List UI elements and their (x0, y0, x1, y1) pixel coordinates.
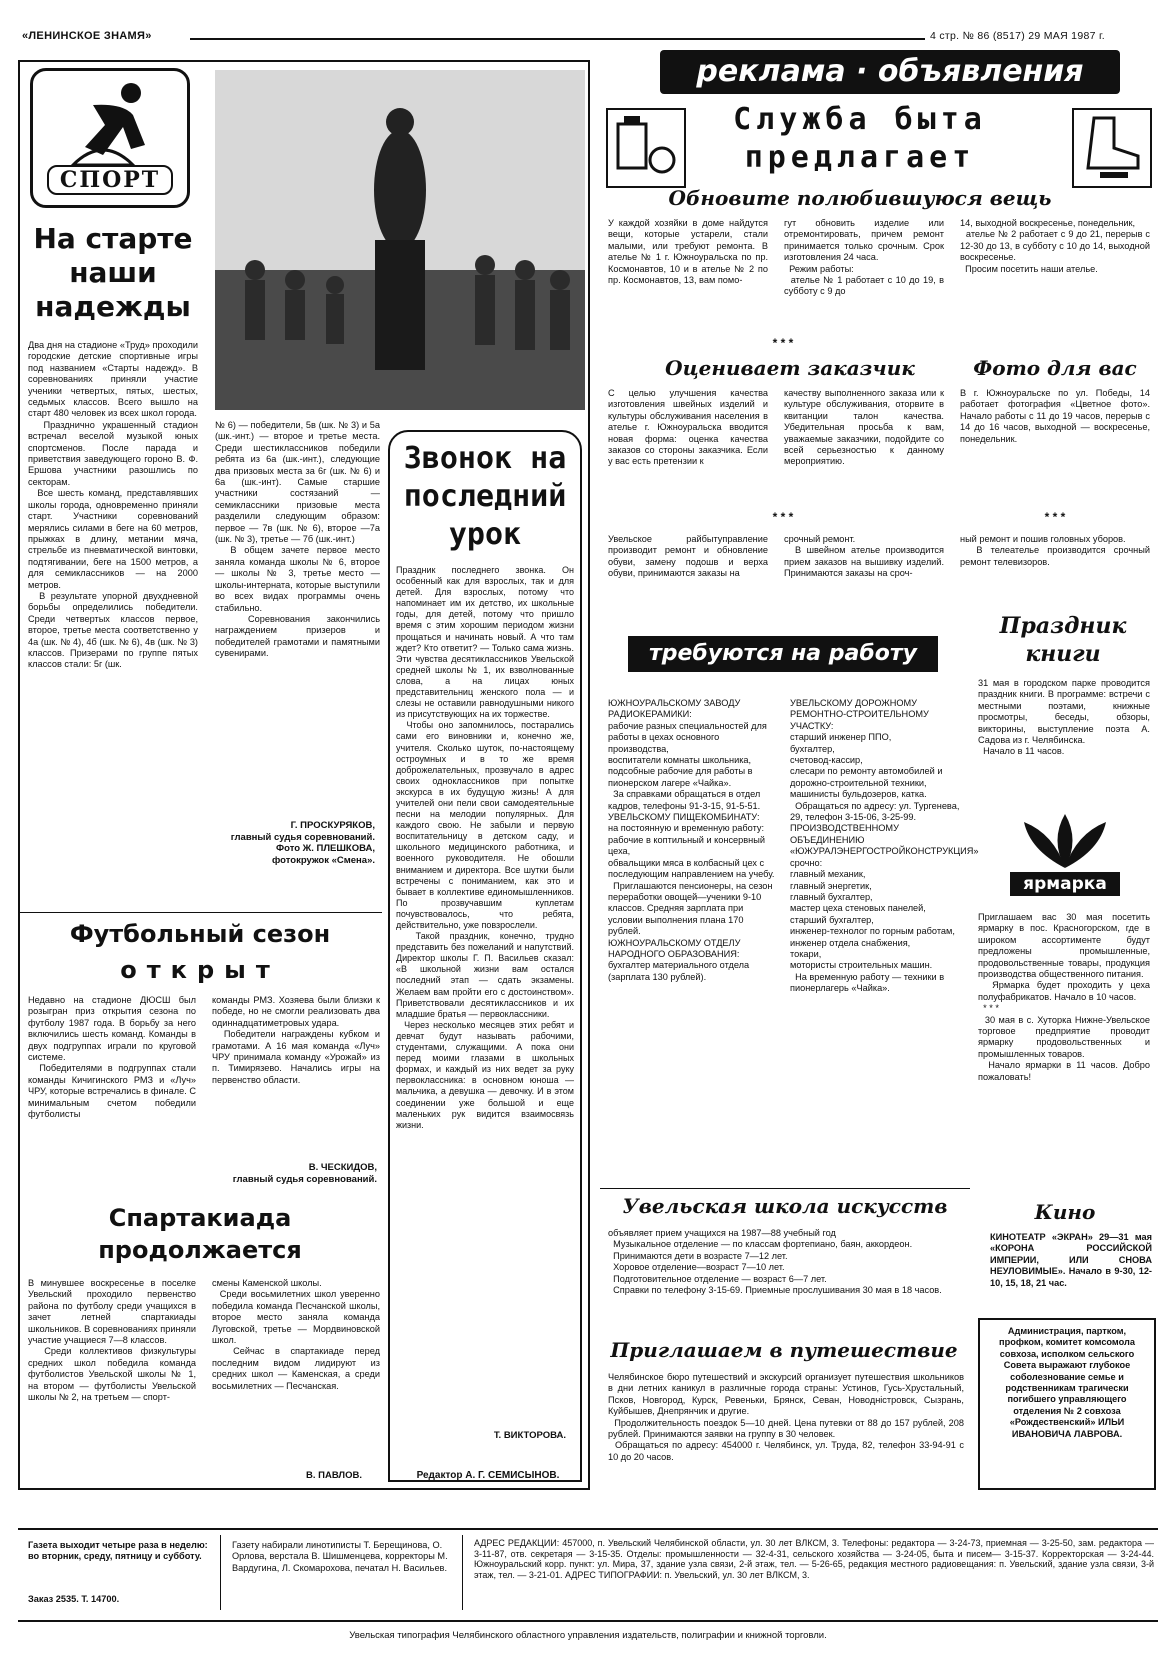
book-title-1: Праздник (999, 613, 1127, 639)
spartakiad-title: Спартакиада продолжается (98, 1204, 302, 1264)
flower-icon (1010, 810, 1120, 870)
article-start-col1: Два дня на стадионе «Труд» проходили городские детские спортивные игры под названием «Старты надежд». В соревнованиях приняли участие ученики четвертых, пятых, шестых, седьмых классов. Всего вышло на старт 480 человек из всех школ города. Празднично украшенный стадион встречал веселой музыкой юных спортсменов. После парада и приветствия заведующего гороно В. Ф. Ершова участники разошлись по секторам. Все шесть команд, представлявших школы города, одновременно приняли старт. Участники соревнований мерялись силами в беге на 60 метров, прыжках в длину, метании мяча, стрельбе из пневматической винтовки, подтягивании, беге на 1500 метров, а для семиклассников — на 2000 метров. В результате упорной двухдневной борьбы определились победители. Среди четвертых классов первое, второе, третье места соответственно у 4а (шк. № 4), 4б (шк. № 6), 4в (шк. № 3) классов. Призерами по группе пятых классов стали: 5г (шк. (28, 340, 199, 670)
photo-title: Фото для вас (973, 356, 1137, 380)
client-col1: С целью улучшения качества изготовления швейных изделий и культуры обслуживания населения в ателье г. Южноуральска вводится новая форма: оценка качества заказов со стороны заказчика. Если у вас есть претензии к (608, 388, 771, 467)
repair-col1: Увельское райбытуправление производит ремонт и обновление обуви, замену подошв и верха обуви, принимаются заказы на (608, 534, 771, 579)
footer-schedule: Газета выходит четыре раза в неделю: во вторник, среду, пятницу и субботу. (28, 1540, 211, 1562)
footer-divider-2 (462, 1535, 463, 1610)
sport-left-border (18, 60, 20, 1488)
newspaper-name: «ЛЕНИНСКОЕ ЗНАМЯ» (22, 30, 152, 42)
boot-icon (1074, 110, 1150, 186)
jobs-col2: УВЕЛЬСКОМУ ДОРОЖНОМУ РЕМОНТНО-СТРОИТЕЛЬНОМУ УЧАСТКУ: старший инженер ППО, бухгалтер, счетовод-кассир, слесари по ремонту автомобилей и дорожно-строительной техники, машинисты бульдозеров, катка. Обращаться по адресу: ул. Тургенева, 29, телефон 3-15-06, 3-25-99. ПРОИЗВОДСТВЕННОМУ ОБЪЕДИНЕНИЮ «ЮЖУРАЛЭНЕРГОСТРОЙКОНСТРУКЦИЯ» срочно: главный механик, главный энергетик, главный бухгалтер, мастер цеха стеновых панелей, старший бухгалтер, инженер-технолог по горным работам, инженер отдела снабжения, токари, мотористы строительных машин. На временную работу — техники в пионерлагерь «Чайка». (790, 698, 979, 994)
article-title-start: На старте наши надежды (33, 222, 193, 323)
football-title-1: Футбольный сезон (69, 920, 331, 948)
arts-text: объявляет прием учащихся на 1987—88 учебный год Музыкальное отделение — по классам фортепиано, баян, аккордеон. Принимаются дети в возрасте 7—12 лет. Хоровое отделение—возраст 7—10 лет. Подготовительное отделение — возраст 6—7 лет. Справки по телефону 3-15-69. Приемные прослушивания 30 мая в 18 часов. (608, 1228, 942, 1296)
book-text: 31 мая в городском парке проводится праздник книги. В программе: встречи с местными поэтами, книжные просмотры, беседы, обзоры, викторины, выступление поэта А. Садова из г. Челябинска. Начало в 11 часов. (978, 678, 1150, 757)
sport-divider-1 (20, 912, 382, 913)
footer-divider-1 (220, 1535, 221, 1610)
repair-col2: срочный ремонт. В швейном ателье производится прием заказов на вышивку изделий. Принимаются заказы на сроч- (784, 534, 945, 579)
football-title-2: открыт (120, 956, 280, 984)
renew-title: Обновите полюбившуюся вещь (668, 186, 1052, 210)
footer-printer: Увельская типография Челябинского областного управления издательств, полиграфии и книжной торговли. (349, 1630, 827, 1641)
footer-order: Заказ 2535. Т. 14700. (28, 1594, 120, 1604)
fair-logo (1010, 810, 1120, 900)
football-sign-author: В. ЧЕСКИДОВ, (308, 1162, 377, 1173)
cinema-title: Кино (1034, 1200, 1096, 1224)
ads-banner: реклама · объявления (660, 50, 1120, 94)
client-title: Оценивает заказчик (665, 356, 915, 380)
footer-address: АДРЕС РЕДАКЦИИ: 457000, п. Увельский Челябинской области, ул. 30 лет ВЛКСМ, 3. Телефоны: редактора — 3-24-73, приемная — 3-25-50, зам. редактора — 3-11-87, отв. секретаря — 3-15-35. Отделы: промышленности — 32-4-31, сельского хозяйства — 3-24-05, быта и писем— 3-15-37. Корректорская — 3-24-44. Южноуральский корр. пункт: ул. Мира, 37, здание узла связи, 2-й этаж, тел. — 5-26-65, редакция местного радиовещания: п. Увельский, здание узла связи, 3-й этаж, тел. — 3-21-01. АДРЕС ТИПОГРАФИИ: п. Увельский, ул. 30 лет ВЛКСМ, 3. (474, 1538, 1157, 1580)
renew-col2: гут обновить изделие или отремонтировать, причем ремонт принимается только срочным. Срок изготовления 24 часа. Режим работы: ателье № 1 работает с 10 до 19, в субботу с 9 до (784, 218, 945, 297)
sport-right-border (588, 60, 590, 1488)
stars-2: * * * (772, 510, 794, 524)
football-col2: команды РМЗ. Хозяева были близки к победе, но не смогли реализовать два одиннадцатиметровых удара. Победители награждены кубком и грамотами. А 16 мая команда «Луч» ЧРУ принимала команду «Урожай» из п. Тимирязево. Начались игры на первенство области. (212, 995, 380, 1085)
football-signature (212, 1162, 377, 1185)
sign-author: Г. ПРОСКУРЯКОВ, (290, 820, 375, 831)
fair-label: ярмарка (1010, 872, 1120, 896)
service-title-2: предлагает (744, 140, 976, 175)
fair-text: Приглашаем вас 30 мая посетить ярмарку в пос. Красногорском, где в широком ассортименте будут предложены промышленные, продовольственные товары, продукция производства общественного питания. Ярмарка будет проходить у цеха полуфабрикатов. Начало в 10 часов. * * * 30 мая в с. Хуторка Нижне-Увельское торговое предприятие проводит ярмарку продовольственных и промышленных товаров. Начало ярмарки в 11 часов. Добро пожаловать! (978, 912, 1151, 1082)
laundry-bottle-icon (608, 110, 684, 186)
cinema-text: КИНОТЕАТР «ЭКРАН» 29—31 мая «КОРОНА РОССИЙСКОЙ ИМПЕРИИ, ИЛИ СНОВА НЕУЛОВИМЫЕ». Начало в 9-30, 12-10, 15, 18, 21 час. (990, 1232, 1155, 1288)
football-sign-role: главный судья соревнований. (232, 1173, 377, 1185)
football-col1: Недавно на стадионе ДЮСШ был розыгран приз открытия сезона по футболу 1987 года. В борьбу за него включились шесть команд. Команды в двух подгруппах играли по круговой системе. Победителями в подгруппах стали команды Кичигинского РМЗ и «Луч» ЧРУ, которые встречались в финале. С минимальным счетом победили футболисты (28, 995, 196, 1120)
stars-3: * * * (1044, 510, 1066, 524)
footer-top-rule (18, 1528, 1158, 1530)
sport-top-border (18, 60, 590, 62)
renew-col3: 14, выходной воскресенье, понедельник, ателье № 2 работает с 9 до 21, перерыв с 12-30 до 13, в субботу с 10 до 14, выходной воскресенье. Просим посетить наши ателье. (960, 218, 1150, 274)
arts-title: Увельская школа искусств (622, 1194, 948, 1218)
service-title-1: Служба быта (733, 102, 987, 137)
book-title-2: книги (1025, 641, 1101, 667)
article-start-col2: № 6) — победители, 5в (шк. № 3) и 5а (шк.-инт.) — второе и третье места. Среди шестиклассников победили ребята из 6а (шк.-инт.), следующие два призовых места за 6г (шк. № 6) и 6а (шк.-инт). Самые старшие участники состязаний — семиклассники призовые места разделили следующим образом: первое — 7в (шк. № 6), второе —7а (шк. № 3), третье — 7б (шк.-инт.) В общем зачете первое место заняла команда школы № 6, второе — школы № 3, третье место — школы-интерната, которые выступили во всех видах программы очень стабильно. Соревнования закончились награждением призеров и победителей грамотами и памятными сувенирами. (215, 420, 380, 659)
sport-bottom-border (18, 1488, 590, 1490)
header-rule (190, 38, 925, 40)
spartakiad-col1: В минувшее воскресенье в поселке Увельский проходило первенство района по футболу среди учащихся в зачет летней спартакиады школьников. В соревнованиях приняли участие учащиеся 7—8 классов. Среди коллективов физкультуры средних школ победила команда футболистов Увельской школы № 1, на втором — футболисты Увельской школы № 2, на третьем — спорт- (28, 1278, 196, 1403)
athletes-photo (215, 70, 585, 410)
bell-text: Праздник последнего звонка. Он особенный как для взрослых, так и для детей. Для взрослых, потому что напоминает им их детство, их школьные годы, для детей, потому что пришло время с этим хорошим периодом жизни прощаться и начинать новый. А что там ждет? Кто ответит? — Только сама жизнь. Эти чувства десятиклассников Увельской средней школы № 1, их взволнованные слова, а на лицах юных представительниц женского пола — и слезы не оставили равнодушными никого из присутствующих на их торжестве. Чтобы оно запомнилось, постарались сами его виновники и, конечно же, учителя. Сколько шуток, по-настоящему остроумных и в то же время доброжелательных, прозвучало в адрес своих одноклассников при попытке экскурса в их будущую жизнь! А для учителей они пели свои самодеятельные песни на мелодии популярных. Для каждого свою. Не забыли и первую воспитательницу в детском саду, и школьного медицинского работника, и военного руководителя. Не обошли вниманием и директора. Все шутки были встречены с пониманием, как это и бывает в коллективе единомышленников. По прозвучавшим куплетам почувствовалось, что ребята, действительно, уже повзрослели. Такой праздник, конечно, трудно представить без пожеланий и напутствий. Директор школы Г. П. Васильев сказал: «В школьной жизни вам остался последний этап — сдать экзамены. Желаем вам пройти его с достоинством». Приветствовали десятиклассников и их младшие братья — первоклассники. Через несколько месяцев этих ребят и девчат будут называть рабочими, студентами, служащими. А пока они перед моими глазами в школьных формах, и каждый из них ведет за руку первоклассника: в основном юноша — мальчика, а девушка — девочку. И в этом соединении уже большой и еще маленьких рук видится взаимосвязь жизни. (396, 565, 574, 1130)
shoe-repair-icon (1072, 108, 1152, 188)
bell-title: Звонок на последний урок (403, 441, 567, 552)
sign-role: главный судья соревнований. (230, 831, 375, 843)
repair-col3: ный ремонт и пошив головных уборов. В телеателье производится срочный ремонт телевизоров. (960, 534, 1150, 567)
photo-silhouettes (215, 70, 585, 410)
sport-rubric: СПОРТ (47, 165, 173, 195)
footer-typeset: Газету набирали линотиписты Т. Берещинова, О. Орлова, верстала В. Шишменцева, корректоры М. Вардугина, Л. Скомарохова, печатал Н. Васильев. (232, 1540, 451, 1573)
sign-photo-club: фотокружок «Смена». (271, 854, 375, 866)
sign-photo: Фото Ж. ПЛЕШКОВА, (276, 843, 375, 854)
editor-line: Редактор А. Г. СЕМИСЫНОВ. (416, 1470, 560, 1481)
runner-icon (33, 75, 187, 175)
condolence-text: Администрация, партком, профком, комитет комсомола совхоза, исполком сельского Совета выражают глубокое соболезнование семье и родственникам трагически погибшего управляющего отделения № 2 совхоза «Рождественский» ИЛЬИ ИВАНОВИЧА ЛАВРОВА. (999, 1326, 1138, 1439)
spartakiad-signature: В. ПАВЛОВ. (305, 1470, 362, 1481)
renew-col1: У каждой хозяйки в доме найдутся вещи, которые устарели, стали малыми, или требуют ремонта. В ателье № 1 г. Южноуральска по пр. Космонавтов, 10 и в ателье № 2 по пр. Космонавтов, 13, вам помо- (608, 218, 771, 286)
jobs-col1: ЮЖНОУРАЛЬСКОМУ ЗАВОДУ РАДИОКЕРАМИКИ: рабочие разных специальностей для работы в цехах основного производства, воспитатели комнаты школьника, подсобные рабочие для работы в пионерском лагере «Чайка». За справками обращаться в отдел кадров, телефоны 91-3-15, 91-5-51. УВЕЛЬСКОМУ ПИЩЕКОМБИНАТУ: на постоянную и временную работу: рабочие в коптильный и консервный цеха, обвальщики мяса в колбасный цех с последующим направлением на учебу. Приглашаются пенсионеры, на сезон переработки овощей—ученики 9-10 классов. Средняя зарплата при условии выполнения плана 170 рублей. ЮЖНОУРАЛЬСКОМУ ОТДЕЛУ НАРОДНОГО ОБРАЗОВАНИЯ: бухгалтер материального отдела (зарплата 130 рублей). (608, 698, 775, 982)
article-start-signature (215, 820, 375, 866)
bell-signature: Т. ВИКТОРОВА. (493, 1430, 566, 1441)
travel-title: Приглашаем в путешествие (610, 1338, 958, 1362)
stars-1: * * * (772, 336, 794, 350)
travel-text: Челябинское бюро путешествий и экскурсий организует путешествия школьников в дни летних каникул в различные города страны: Устинов, Гусь-Хрустальный, Псков, Новгород, Курск, Ревеньки, Брянск, Севан, Новодністровск, Сызрань, Куйбышев, Днепрянчик и другие. Продолжительность поездок 5—10 дней. Цена путевки от 88 до 157 рублей, 208 рублей. Принимаются заявки на группу в 30 человек. Обращаться по адресу: 454000 г. Челябинск, ул. Труда, 82, телефон 33-94-91 с 10 до 20 часов. (608, 1372, 965, 1462)
client-col2: качеству выполненного заказа или к культуре обслуживания, оторвите в квитанции талон качества. Убедительная просьба к вам, уважаемые заказчики, подойдите со всей серьезностью к данному мероприятию. (784, 388, 947, 467)
ads-divider-1 (600, 1188, 970, 1189)
jobs-banner: требуются на работу (628, 636, 938, 672)
laundry-icon (606, 108, 686, 188)
photo-text: В г. Южноуральске по ул. Победы, 14 работает фотография «Цветное фото». Начало работы с 11 до 19 часов, перерыв с 14 до 16 часов, выходной — воскресенье, понедельник. (960, 388, 1153, 444)
footer-bottom-rule (18, 1620, 1158, 1622)
sport-logo (30, 68, 190, 208)
issue-info: 4 стр. № 86 (8517) 29 МАЯ 1987 г. (930, 30, 1106, 42)
spartakiad-col2: смены Каменской школы. Среди восьмилетних школ уверенно победила команда Песчанской школы, второе место заняла команда Луговской, третье — Мордвиновской школ. Сейчас в спартакиаде перед последним видом лидируют из средних школ — Каменская, а среди восьмилетних — Песчанская. (212, 1278, 381, 1391)
